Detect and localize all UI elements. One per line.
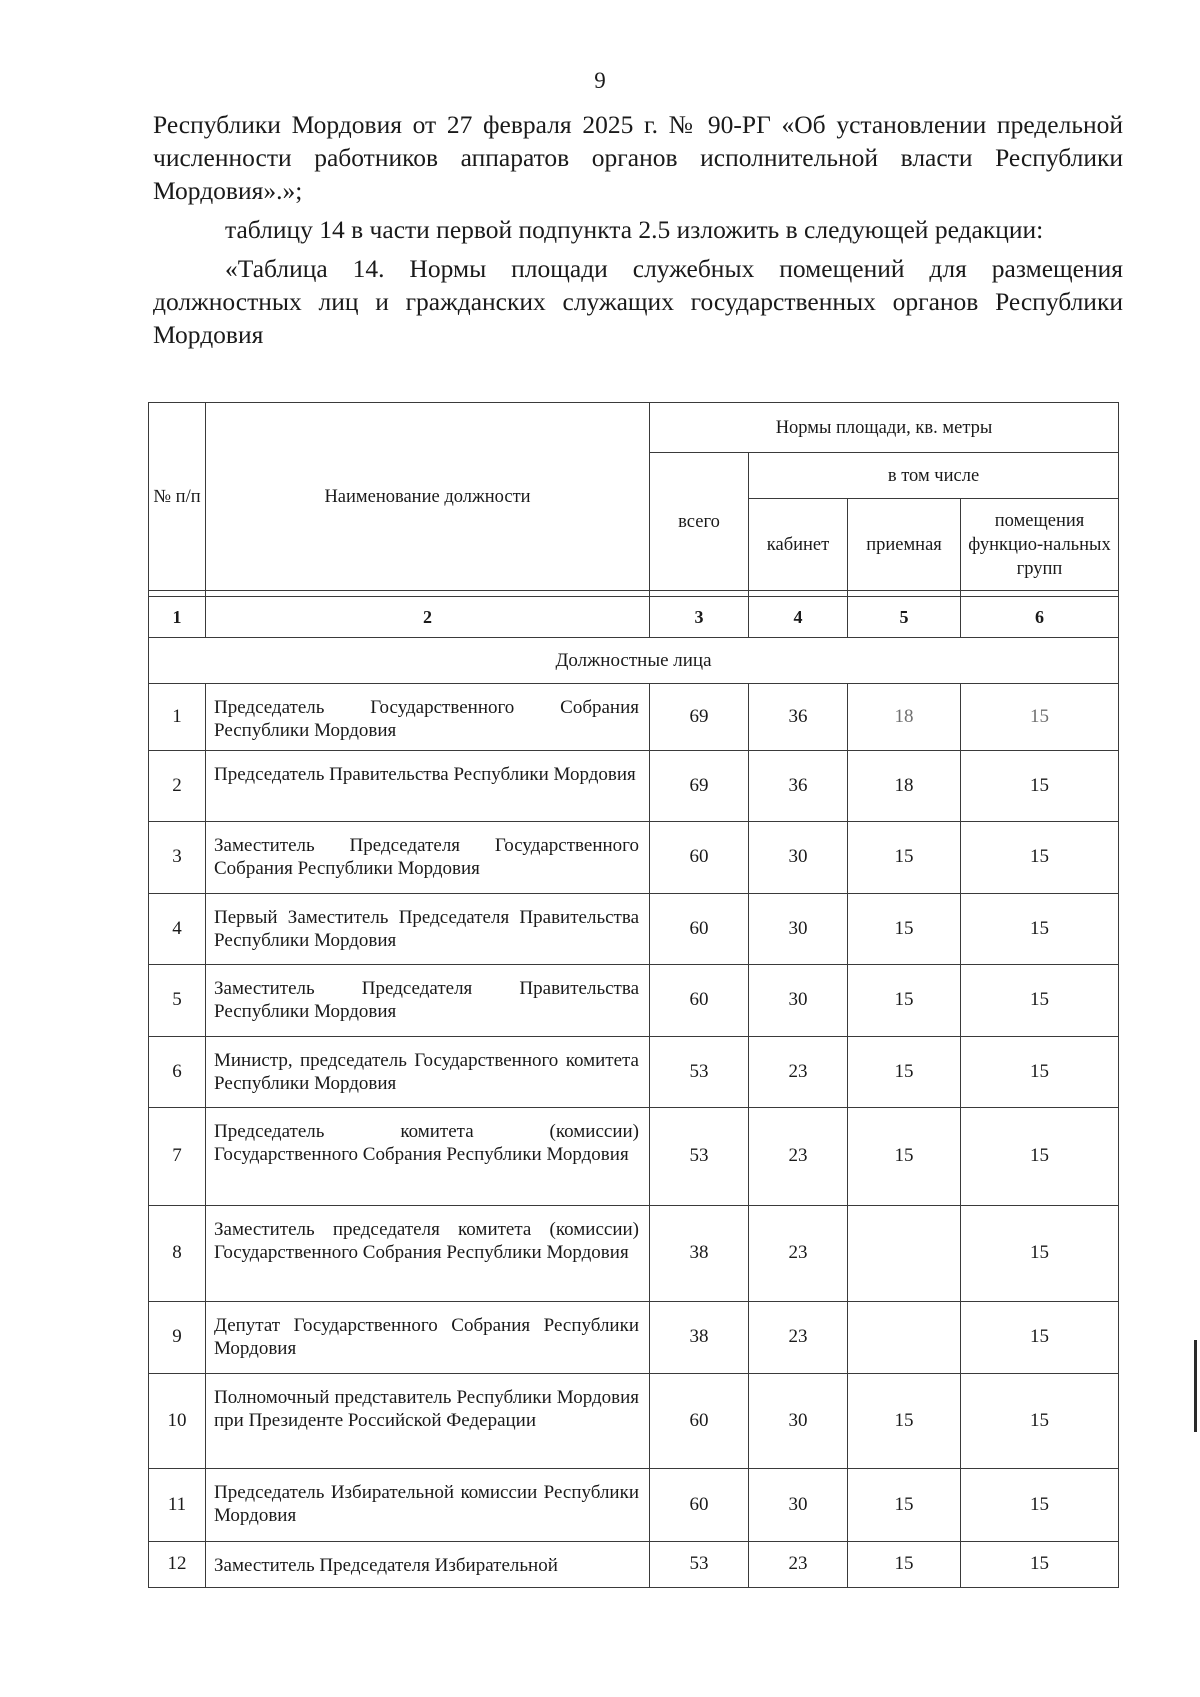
- column-number: 1: [149, 597, 206, 638]
- functional-area: 15: [961, 893, 1119, 964]
- total-area: 53: [650, 1107, 749, 1205]
- table-caption: «Таблица 14. Нормы площади служебных помещений для размещения должностных лиц и гражданских служащих государственных органов Республики Мордовия: [153, 254, 1123, 349]
- total-area: 38: [650, 1301, 749, 1373]
- table-row: [149, 821, 1119, 893]
- total-area: 60: [650, 964, 749, 1036]
- office-area: 30: [749, 1373, 848, 1469]
- office-area: 23: [749, 1205, 848, 1301]
- column-number-row: [149, 597, 1119, 638]
- column-number: 5: [848, 597, 961, 638]
- total-area: 60: [650, 893, 749, 964]
- position-name: Председатель комитета (комиссии) Государственного Собрания Республики Мордовия: [206, 1107, 650, 1205]
- functional-area: 15: [961, 821, 1119, 893]
- total-area: 60: [650, 1373, 749, 1469]
- position-name: Заместитель председателя комитета (комиссии) Государственного Собрания Республики Мордовия: [206, 1205, 650, 1301]
- total-area: 60: [650, 821, 749, 893]
- header-functional: помещения функцио-нальных групп: [961, 499, 1119, 591]
- reception-area: 15: [848, 893, 961, 964]
- table-row: [149, 1541, 1119, 1587]
- column-number: 3: [650, 597, 749, 638]
- office-area: 23: [749, 1301, 848, 1373]
- position-name: Министр, председатель Государственного комитета Республики Мордовия: [206, 1036, 650, 1107]
- row-number: 5: [149, 964, 206, 1036]
- page-number: 9: [594, 68, 606, 93]
- column-number: 2: [206, 597, 650, 638]
- column-number: 4: [749, 597, 848, 638]
- header-reception: приемная: [848, 499, 961, 591]
- row-number: 8: [149, 1205, 206, 1301]
- total-area: 69: [650, 750, 749, 821]
- functional-area: 15: [961, 1036, 1119, 1107]
- row-number: 12: [149, 1541, 206, 1587]
- position-name: Заместитель Председателя Правительства Республики Мордовия: [206, 964, 650, 1036]
- reception-area: 15: [848, 1373, 961, 1469]
- total-area: 53: [650, 1541, 749, 1587]
- position-name: Председатель Избирательной комиссии Республики Мордовия: [206, 1469, 650, 1541]
- table-row: [149, 750, 1119, 821]
- intro-text: [153, 108, 1123, 351]
- table-row: [149, 1373, 1119, 1469]
- row-number: 2: [149, 750, 206, 821]
- row-number: 3: [149, 821, 206, 893]
- reception-area: 15: [848, 821, 961, 893]
- office-area: 36: [749, 683, 848, 750]
- position-name: Депутат Государственного Собрания Республики Мордовия: [206, 1301, 650, 1373]
- header-name: Наименование должности: [206, 403, 650, 591]
- table-row: [149, 964, 1119, 1036]
- table-row: [149, 1036, 1119, 1107]
- header-norms: Нормы площади, кв. метры: [650, 403, 1119, 453]
- functional-area: 15: [961, 1205, 1119, 1301]
- total-area: 38: [650, 1205, 749, 1301]
- position-name: Заместитель Председателя Государственного Собрания Республики Мордовия: [206, 821, 650, 893]
- reception-area: 15: [848, 1036, 961, 1107]
- row-number: 1: [149, 683, 206, 750]
- position-name: Заместитель Председателя Избирательной: [206, 1541, 650, 1587]
- header-including: в том числе: [749, 453, 1119, 499]
- table-row: [149, 1205, 1119, 1301]
- row-number: 7: [149, 1107, 206, 1205]
- functional-area: 15: [961, 1469, 1119, 1541]
- reception-area: [848, 1205, 961, 1301]
- table-row: [149, 1469, 1119, 1541]
- norms-table: [148, 402, 1119, 1588]
- total-area: 53: [650, 1036, 749, 1107]
- functional-area: 15: [961, 964, 1119, 1036]
- scan-edge-mark: [1194, 1340, 1197, 1432]
- office-area: 30: [749, 1469, 848, 1541]
- reception-area: 15: [848, 1107, 961, 1205]
- reception-area: 18: [848, 750, 961, 821]
- section-title: Должностные лица: [149, 638, 1119, 683]
- functional-area: 15: [961, 1107, 1119, 1205]
- functional-area: 15: [961, 750, 1119, 821]
- header-total: всего: [650, 453, 749, 591]
- position-name: Полномочный представитель Республики Мордовия при Президенте Российской Федерации: [206, 1373, 650, 1469]
- reception-area: 15: [848, 1469, 961, 1541]
- position-name: Первый Заместитель Председателя Правительства Республики Мордовия: [206, 893, 650, 964]
- functional-area: 15: [961, 683, 1119, 750]
- total-area: 60: [650, 1469, 749, 1541]
- functional-area: 15: [961, 1301, 1119, 1373]
- office-area: 23: [749, 1036, 848, 1107]
- table-row: [149, 1107, 1119, 1205]
- reception-area: 15: [848, 1541, 961, 1587]
- total-area: 69: [650, 683, 749, 750]
- row-number: 11: [149, 1469, 206, 1541]
- functional-area: 15: [961, 1373, 1119, 1469]
- table-row: [149, 683, 1119, 750]
- position-name: Председатель Государственного Собрания Республики Мордовия: [206, 683, 650, 750]
- position-name: Председатель Правительства Республики Мордовия: [206, 750, 650, 821]
- office-area: 36: [749, 750, 848, 821]
- intro-paragraph-1: Республики Мордовия от 27 февраля 2025 г. № 90-РГ «Об установлении предельной численности работников аппаратов органов исполнительной власти Республики Мордовия».»;: [153, 110, 1123, 205]
- header-no: № п/п: [149, 403, 206, 591]
- reception-area: 15: [848, 964, 961, 1036]
- row-number: 6: [149, 1036, 206, 1107]
- functional-area: 15: [961, 1541, 1119, 1587]
- office-area: 30: [749, 964, 848, 1036]
- table-row: [149, 1301, 1119, 1373]
- row-number: 9: [149, 1301, 206, 1373]
- table-row: [149, 893, 1119, 964]
- office-area: 23: [749, 1541, 848, 1587]
- office-area: 23: [749, 1107, 848, 1205]
- office-area: 30: [749, 821, 848, 893]
- row-number: 4: [149, 893, 206, 964]
- header-office: кабинет: [749, 499, 848, 591]
- reception-area: 18: [848, 683, 961, 750]
- row-number: 10: [149, 1373, 206, 1469]
- reception-area: [848, 1301, 961, 1373]
- office-area: 30: [749, 893, 848, 964]
- intro-paragraph-2: таблицу 14 в части первой подпункта 2.5 изложить в следующей редакции:: [225, 215, 1044, 244]
- column-number: 6: [961, 597, 1119, 638]
